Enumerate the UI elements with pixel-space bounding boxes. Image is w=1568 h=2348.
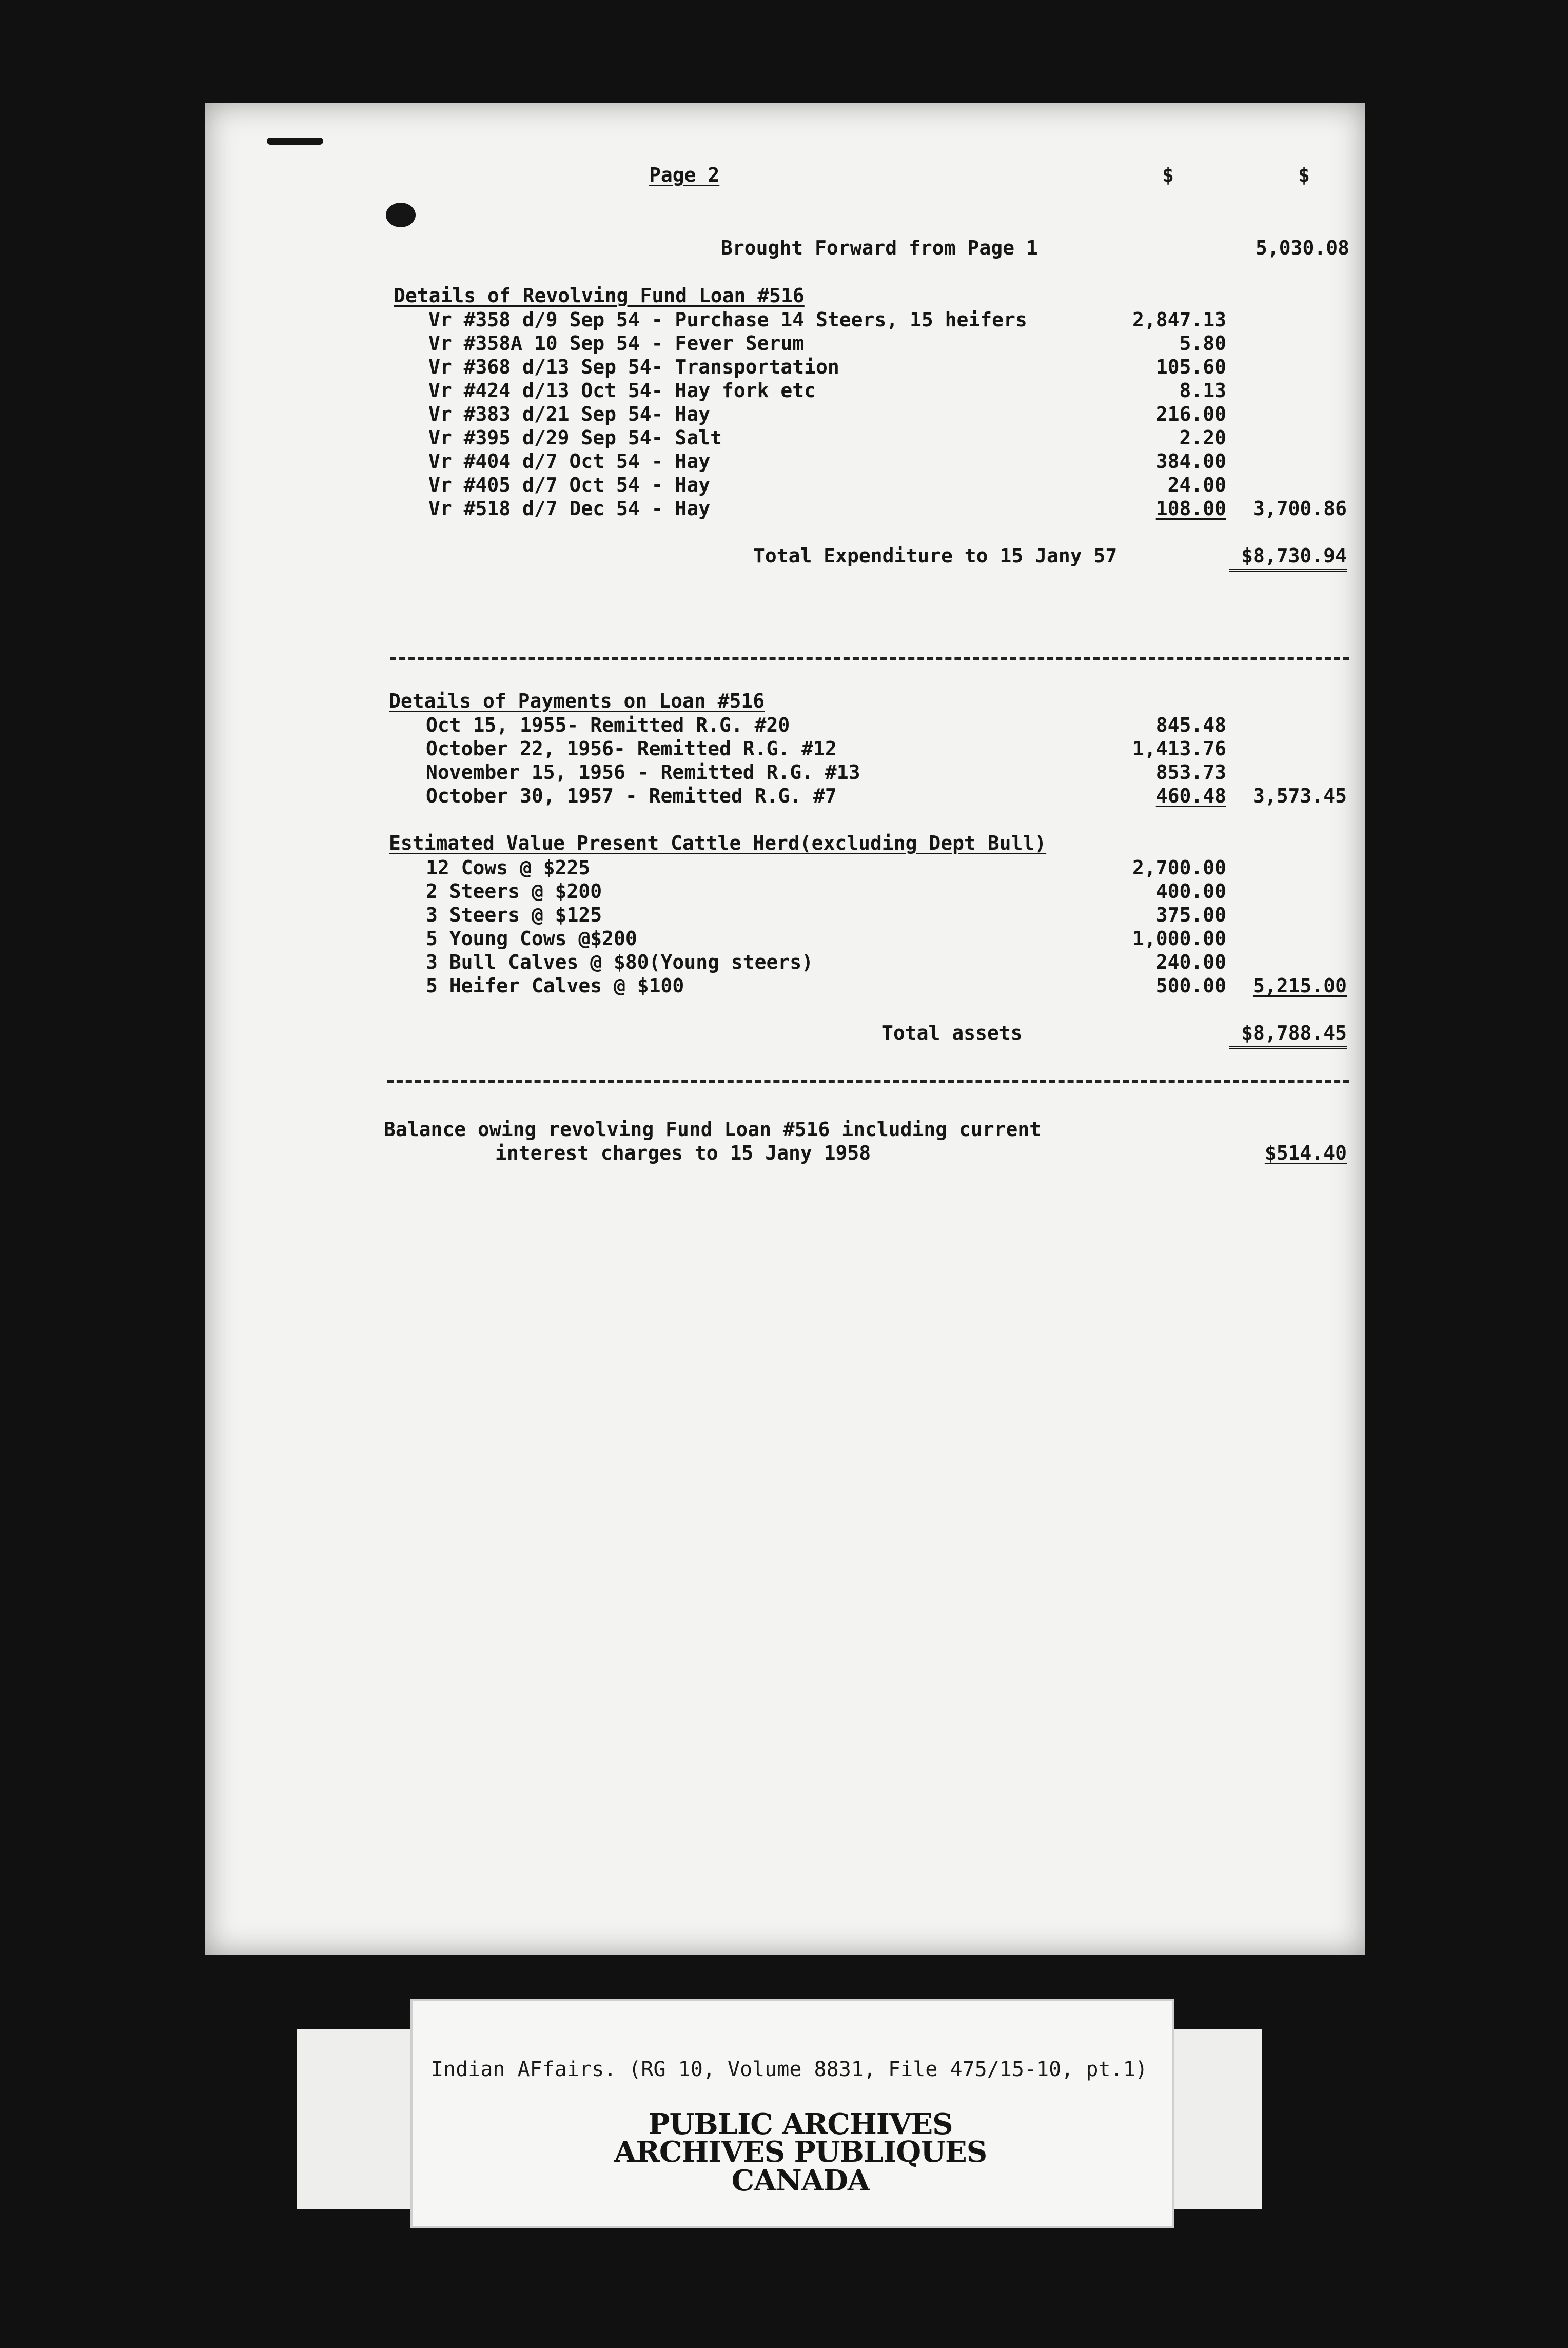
balance-line-2: interest charges to 15 Jany 1958: [495, 1142, 871, 1164]
column-header-dollar-2: $: [1298, 164, 1310, 186]
revolving-item: Vr #383 d/21 Sep 54- Hay: [428, 403, 711, 425]
dashed-separator: [387, 1080, 1349, 1083]
ink-blot: [386, 203, 416, 227]
revolving-fund-heading: Details of Revolving Fund Loan #516: [394, 284, 805, 307]
total-expenditure-label: Total Expenditure to 15 Jany 57: [753, 544, 1118, 567]
herd-subtotal: 5,215.00: [1252, 974, 1347, 997]
brought-forward-label: Brought Forward from Page 1: [721, 237, 1038, 259]
payment-item: Oct 15, 1955- Remitted R.G. #20: [426, 714, 790, 736]
ink-speck: [267, 138, 323, 145]
revolving-item-amount: 2,847.13: [1132, 308, 1226, 331]
revolving-item: Vr #358A 10 Sep 54 - Fever Serum: [428, 332, 805, 355]
revolving-item: Vr #518 d/7 Dec 54 - Hay: [428, 497, 711, 520]
payments-subtotal: 3,573.45: [1252, 785, 1347, 807]
herd-heading: Estimated Value Present Cattle Herd(excluding Dept Bull): [389, 832, 1047, 854]
herd-item: 3 Steers @ $125: [426, 904, 602, 926]
revolving-item-amount: 8.13: [1179, 379, 1226, 402]
revolving-item: Vr #395 d/29 Sep 54- Salt: [428, 426, 722, 449]
revolving-item-amount: 216.00: [1155, 403, 1226, 425]
herd-item-amount: 400.00: [1155, 880, 1226, 903]
archive-stamp-line-1: PUBLIC ARCHIVES: [648, 2107, 953, 2141]
herd-item: 5 Heifer Calves @ $100: [426, 974, 684, 997]
revolving-item: Vr #358 d/9 Sep 54 - Purchase 14 Steers, 15 heifers: [428, 308, 1027, 331]
payment-item: November 15, 1956 - Remitted R.G. #13: [426, 761, 860, 784]
revolving-item: Vr #405 d/7 Oct 54 - Hay: [428, 474, 711, 496]
payment-item-amount: 1,413.76: [1132, 737, 1226, 760]
revolving-subtotal: 3,700.86: [1252, 497, 1347, 520]
revolving-item-amount: 105.60: [1155, 356, 1226, 378]
total-assets-amount: $8,788.45: [1229, 1021, 1347, 1049]
herd-item-amount: 500.00: [1155, 974, 1226, 997]
revolving-item: Vr #368 d/13 Sep 54- Transportation: [428, 356, 839, 378]
brought-forward-amount: 5,030.08: [1255, 237, 1349, 259]
payment-item-amount: 853.73: [1155, 761, 1226, 784]
payment-item-amount: 460.48: [1155, 785, 1226, 807]
herd-item-amount: 240.00: [1155, 951, 1226, 973]
herd-item: 12 Cows @ $225: [426, 856, 591, 879]
payments-heading: Details of Payments on Loan #516: [389, 690, 765, 712]
revolving-item: Vr #404 d/7 Oct 54 - Hay: [428, 450, 711, 473]
revolving-item-amount: 2.20: [1179, 426, 1226, 449]
herd-item-amount: 375.00: [1155, 904, 1226, 926]
revolving-item-amount: 384.00: [1155, 450, 1226, 473]
archive-stamp-line-3: CANADA: [731, 2164, 870, 2198]
dashed-separator: [390, 657, 1349, 660]
herd-item: 5 Young Cows @$200: [426, 927, 637, 950]
herd-item: 3 Bull Calves @ $80(Young steers): [426, 951, 813, 973]
payment-item: October 22, 1956- Remitted R.G. #12: [426, 737, 837, 760]
herd-item-amount: 1,000.00: [1132, 927, 1226, 950]
revolving-item-amount: 108.00: [1155, 497, 1226, 520]
total-expenditure-amount: $8,730.94: [1229, 544, 1347, 572]
balance-amount: $514.40: [1264, 1142, 1347, 1164]
payment-item-amount: 845.48: [1155, 714, 1226, 736]
payment-item: October 30, 1957 - Remitted R.G. #7: [426, 785, 837, 807]
revolving-item-amount: 24.00: [1167, 474, 1226, 496]
total-assets-label: Total assets: [881, 1022, 1023, 1044]
archive-stamp-line-2: ARCHIVES PUBLIQUES: [614, 2135, 987, 2169]
revolving-item: Vr #424 d/13 Oct 54- Hay fork etc: [428, 379, 816, 402]
herd-item-amount: 2,700.00: [1132, 856, 1226, 879]
page-label: Page 2: [649, 164, 720, 186]
balance-line-1: Balance owing revolving Fund Loan #516 including current: [384, 1118, 1042, 1141]
archive-reference: Indian AFfairs. (RG 10, Volume 8831, File 475/15-10, pt.1): [431, 2058, 1148, 2081]
revolving-item-amount: 5.80: [1179, 332, 1226, 355]
column-header-dollar-1: $: [1162, 164, 1174, 186]
herd-item: 2 Steers @ $200: [426, 880, 602, 903]
